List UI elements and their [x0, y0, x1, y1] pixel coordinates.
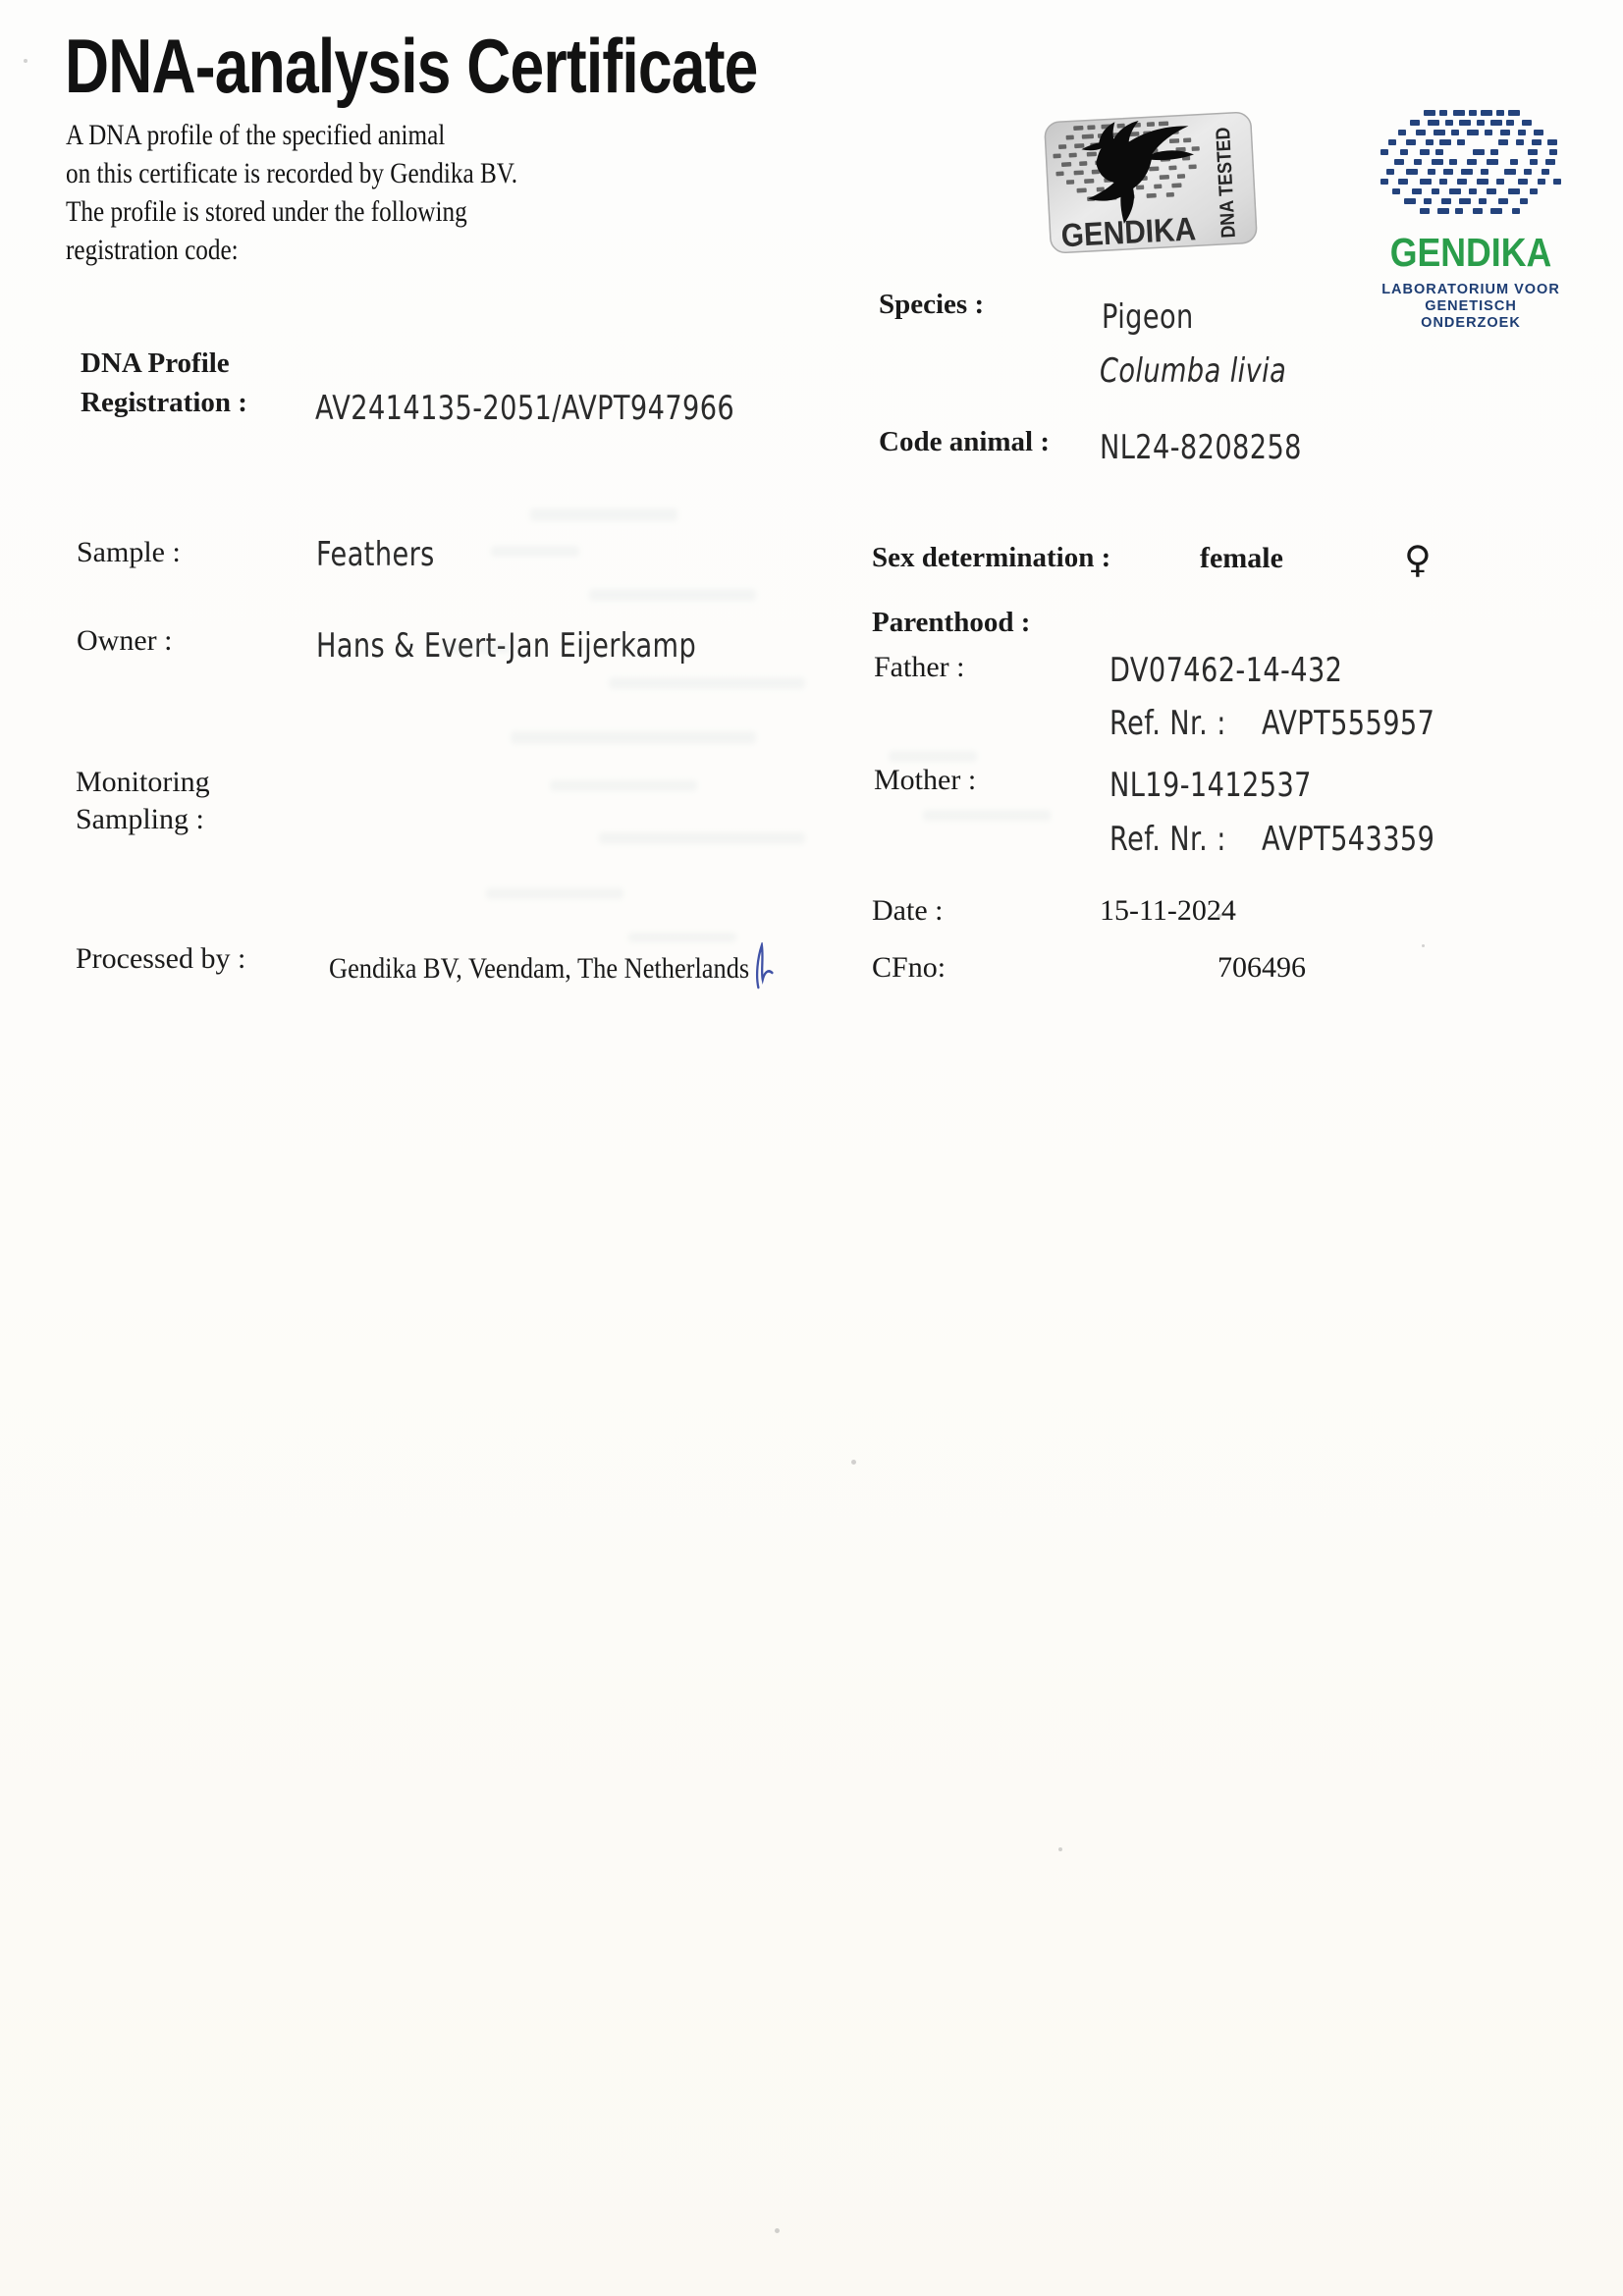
processed-by-label: Processed by : [76, 942, 246, 975]
cfno-value: 706496 [1217, 951, 1306, 984]
cfno-label: CFno: [872, 951, 947, 984]
bleedthrough-mark [491, 546, 579, 557]
sample-label: Sample : [77, 536, 181, 568]
father-ref-value: AVPT555957 [1262, 704, 1435, 743]
bleedthrough-mark [889, 751, 977, 762]
gendika-dna-tested-stamp [1044, 111, 1259, 255]
sex-determination-label: Sex determination : [872, 542, 1111, 573]
processed-by-company: Gendika BV, [329, 952, 462, 985]
bleedthrough-mark [530, 508, 677, 521]
species-value: Pigeon [1102, 297, 1194, 337]
intro-line: registration code: [66, 234, 239, 266]
bleedthrough-mark [628, 933, 736, 942]
gendika-logo [1375, 110, 1567, 332]
monitoring-label-line2: Sampling : [76, 803, 204, 835]
dna-profile-registration-value: AV2414135-2051/AVPT947966 [315, 389, 735, 428]
species-latin-name: Columba livia [1100, 351, 1287, 391]
intro-line: The profile is stored under the following [66, 195, 467, 228]
mother-value: NL19-1412537 [1109, 766, 1312, 805]
scan-speck [1058, 1847, 1062, 1851]
scan-speck [775, 2228, 780, 2233]
dna-gel-logo-icon [1380, 110, 1561, 222]
scan-speck [24, 59, 27, 63]
bleedthrough-mark [486, 888, 623, 899]
scan-speck [1422, 944, 1425, 947]
mother-ref-value: AVPT543359 [1262, 820, 1435, 859]
sample-value: Feathers [316, 535, 435, 574]
owner-label: Owner : [77, 624, 173, 657]
scan-speck [851, 1460, 856, 1465]
logo-subtitle [1375, 282, 1567, 332]
mother-ref-label: Ref. Nr. : [1109, 820, 1226, 859]
intro-line: A DNA profile of the specified animal [66, 119, 446, 151]
stamp-brand-text: GENDIKA [1059, 210, 1214, 255]
bleedthrough-mark [511, 731, 756, 744]
stamp-dna-tested-text: DNA TESTED [1212, 111, 1240, 240]
bleedthrough-mark [923, 810, 1051, 821]
code-animal-label: Code animal : [879, 426, 1050, 457]
father-ref-label: Ref. Nr. : [1109, 704, 1226, 743]
father-label: Father : [874, 651, 965, 683]
signature-mark [752, 942, 775, 993]
father-value: DV07462-14-432 [1109, 651, 1343, 690]
processed-by-value [329, 942, 836, 993]
parenthood-label: Parenthood : [872, 607, 1031, 638]
bleedthrough-mark [589, 589, 756, 601]
processed-by-location: Veendam, The Netherlands [461, 952, 750, 985]
date-label: Date : [872, 894, 944, 927]
code-animal-value: NL24-8208258 [1100, 428, 1302, 467]
scan-speck [1217, 914, 1221, 918]
female-symbol-icon: ♀ [1404, 538, 1432, 581]
date-value: 15-11-2024 [1100, 894, 1236, 927]
bleedthrough-mark [442, 643, 511, 653]
bleedthrough-mark [599, 832, 805, 844]
intro-paragraph [66, 116, 517, 269]
mother-label: Mother : [874, 764, 977, 796]
logo-brand-text: GENDIKA [1389, 230, 1552, 275]
dna-profile-label-line2: Registration : [81, 387, 247, 418]
monitoring-label-line1: Monitoring [76, 766, 210, 798]
bleedthrough-mark [609, 677, 805, 689]
sex-determination-value: female [1200, 542, 1283, 574]
logo-subtitle-line2: GENETISCH ONDERZOEK [1421, 298, 1521, 331]
bleedthrough-mark [550, 780, 697, 791]
dna-profile-label-line1: DNA Profile [81, 347, 230, 379]
intro-line: on this certificate is recorded by Gendika BV. [66, 157, 518, 189]
owner-value: Hans & Evert-Jan Eijerkamp [316, 626, 697, 666]
logo-subtitle-line1: LABORATORIUM VOOR [1381, 282, 1560, 297]
species-label: Species : [879, 289, 985, 320]
page-title: DNA-analysis Certificate [65, 23, 758, 109]
